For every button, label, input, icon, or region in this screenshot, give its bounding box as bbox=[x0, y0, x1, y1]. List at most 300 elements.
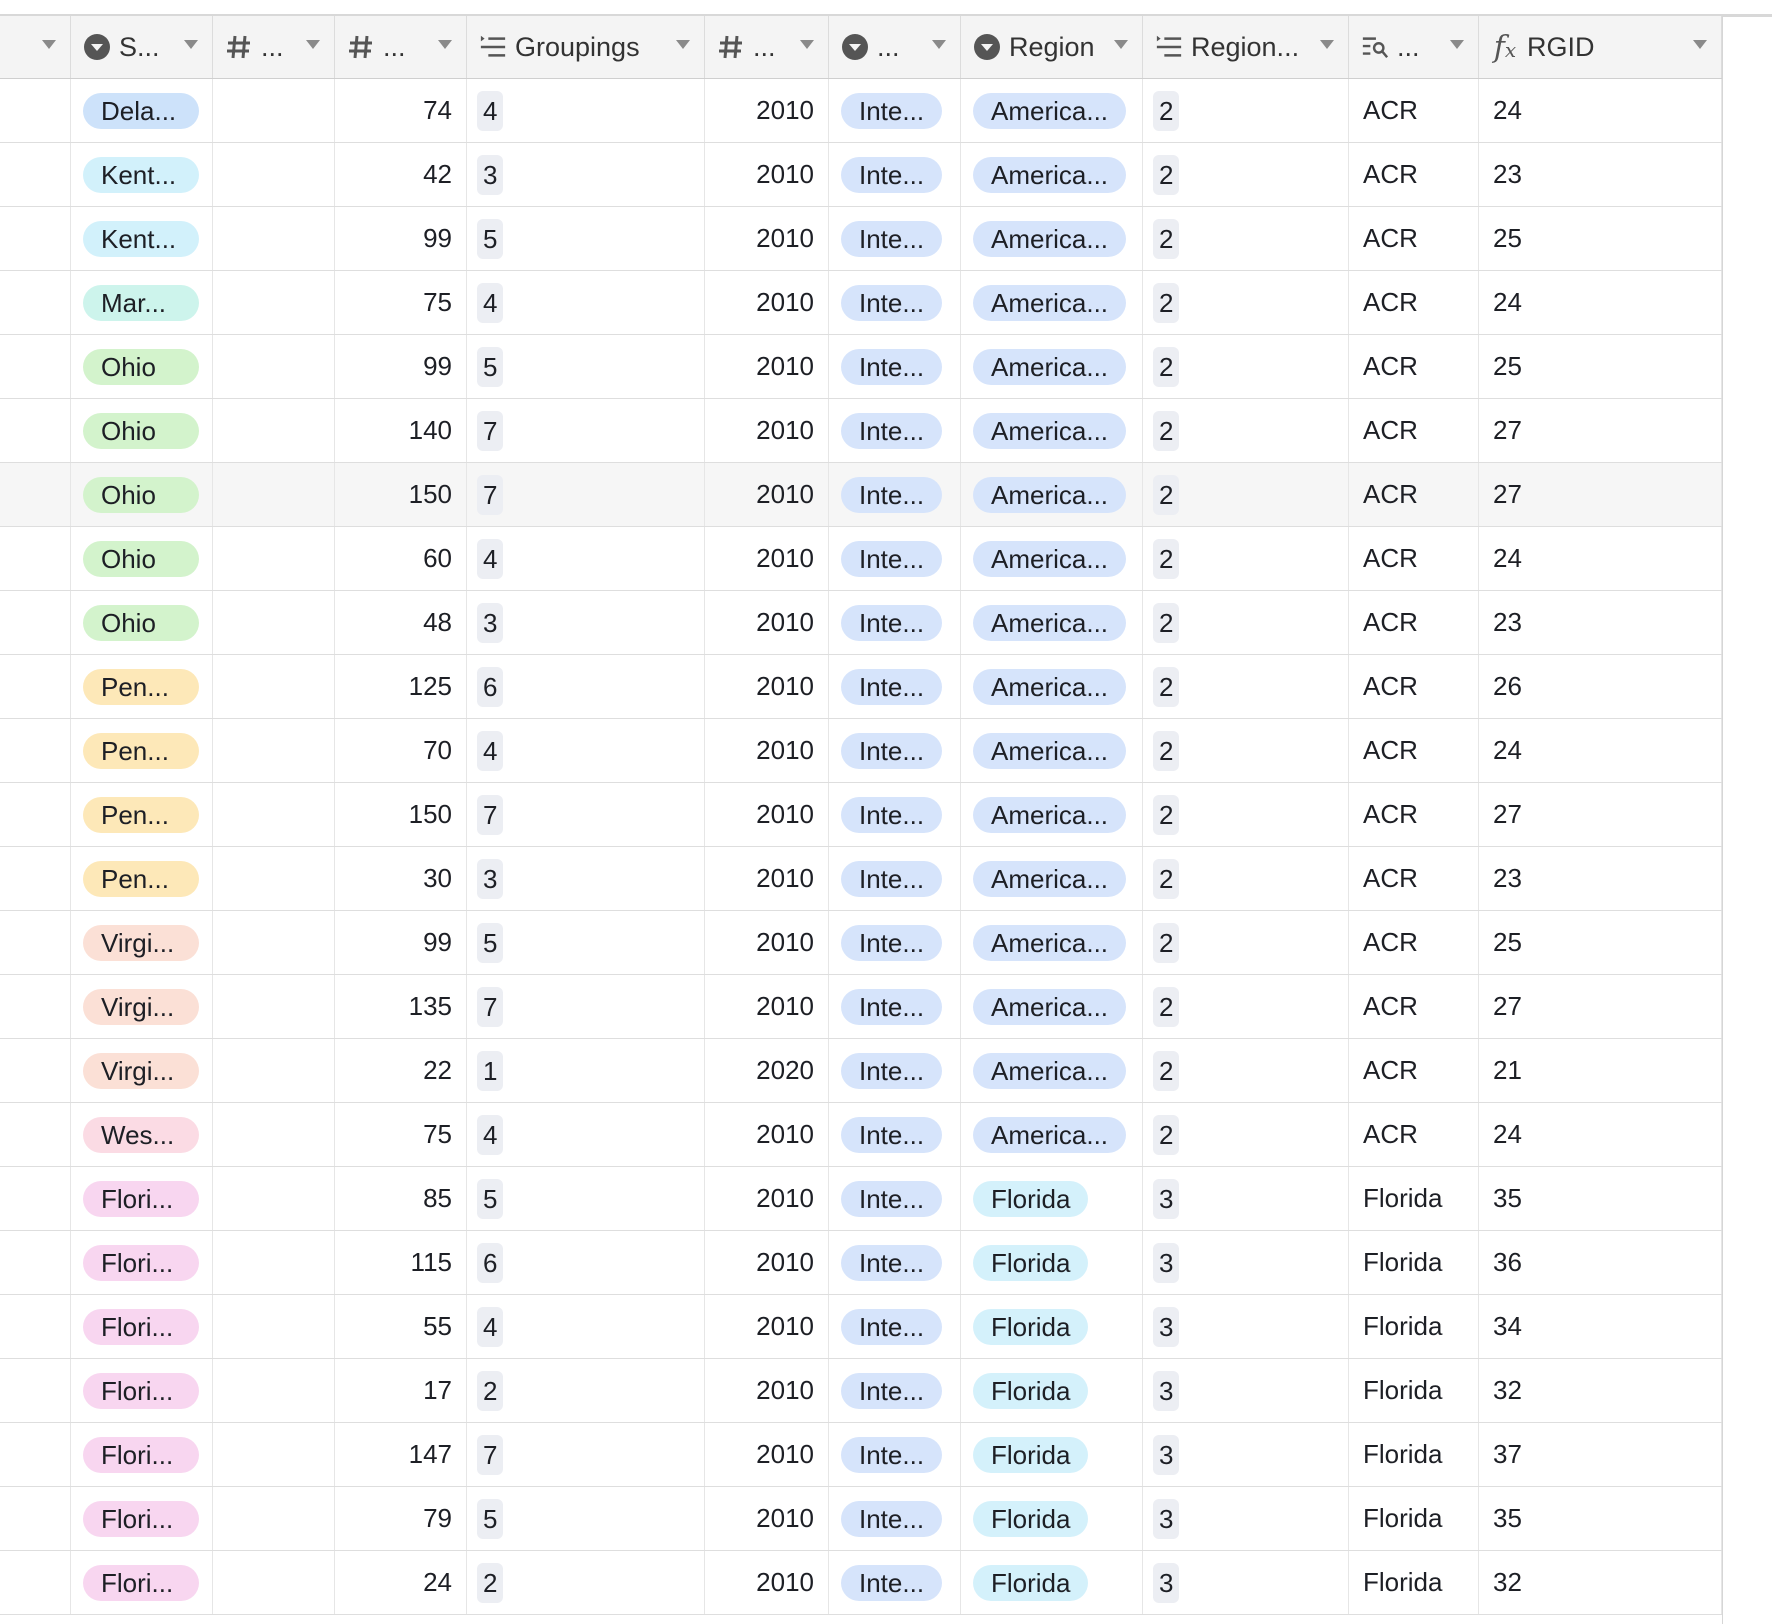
type-cell[interactable] bbox=[829, 591, 961, 654]
type-cell[interactable] bbox=[829, 271, 961, 334]
region-cell[interactable] bbox=[961, 399, 1143, 462]
row-selector-cell[interactable] bbox=[0, 1167, 71, 1230]
region-cell[interactable] bbox=[961, 143, 1143, 206]
lookup-cell[interactable] bbox=[1349, 463, 1479, 526]
region-cell[interactable] bbox=[961, 783, 1143, 846]
column-header-4[interactable] bbox=[467, 16, 705, 78]
year-cell[interactable] bbox=[705, 719, 829, 782]
state-cell[interactable] bbox=[71, 1359, 213, 1422]
year-cell[interactable] bbox=[705, 335, 829, 398]
number-cell[interactable] bbox=[335, 783, 467, 846]
type-cell[interactable] bbox=[829, 975, 961, 1038]
row-selector-cell[interactable] bbox=[0, 783, 71, 846]
rgid-cell[interactable] bbox=[1479, 527, 1722, 590]
table-row[interactable] bbox=[0, 1231, 1722, 1295]
row-selector-cell[interactable] bbox=[0, 719, 71, 782]
groupings-cell[interactable] bbox=[467, 1039, 705, 1102]
groupings-cell[interactable] bbox=[467, 335, 705, 398]
column-header-5[interactable] bbox=[705, 16, 829, 78]
type-cell[interactable] bbox=[829, 1423, 961, 1486]
region-rollup-cell[interactable] bbox=[1143, 1231, 1349, 1294]
groupings-cell[interactable] bbox=[467, 527, 705, 590]
number-cell[interactable] bbox=[335, 975, 467, 1038]
lookup-cell[interactable] bbox=[1349, 1167, 1479, 1230]
rgid-cell[interactable] bbox=[1479, 591, 1722, 654]
region-rollup-cell[interactable] bbox=[1143, 655, 1349, 718]
chevron-down-icon[interactable] bbox=[184, 40, 198, 49]
number-cell[interactable] bbox=[335, 1551, 467, 1614]
table-row[interactable] bbox=[0, 1103, 1722, 1167]
lookup-cell[interactable] bbox=[1349, 79, 1479, 142]
column-header-6[interactable] bbox=[829, 16, 961, 78]
lookup-cell[interactable] bbox=[1349, 1231, 1479, 1294]
rgid-cell[interactable] bbox=[1479, 463, 1722, 526]
year-cell[interactable] bbox=[705, 143, 829, 206]
state-cell[interactable] bbox=[71, 335, 213, 398]
number-cell[interactable] bbox=[213, 271, 335, 334]
year-cell[interactable] bbox=[705, 783, 829, 846]
type-cell[interactable] bbox=[829, 143, 961, 206]
type-cell[interactable] bbox=[829, 1103, 961, 1166]
year-cell[interactable] bbox=[705, 1103, 829, 1166]
region-rollup-cell[interactable] bbox=[1143, 1103, 1349, 1166]
rgid-cell[interactable] bbox=[1479, 1103, 1722, 1166]
row-selector-cell[interactable] bbox=[0, 79, 71, 142]
column-header-9[interactable] bbox=[1349, 16, 1479, 78]
rgid-cell[interactable] bbox=[1479, 1231, 1722, 1294]
column-header-8[interactable] bbox=[1143, 16, 1349, 78]
year-cell[interactable] bbox=[705, 1551, 829, 1614]
type-cell[interactable] bbox=[829, 1039, 961, 1102]
number-cell[interactable] bbox=[213, 1359, 335, 1422]
table-row[interactable] bbox=[0, 783, 1722, 847]
table-row[interactable] bbox=[0, 527, 1722, 591]
region-cell[interactable] bbox=[961, 1039, 1143, 1102]
table-row[interactable] bbox=[0, 1423, 1722, 1487]
table-row[interactable] bbox=[0, 399, 1722, 463]
column-header-7[interactable] bbox=[961, 16, 1143, 78]
region-cell[interactable] bbox=[961, 335, 1143, 398]
region-rollup-cell[interactable] bbox=[1143, 1039, 1349, 1102]
chevron-down-icon[interactable] bbox=[1320, 40, 1334, 49]
number-cell[interactable] bbox=[213, 591, 335, 654]
region-rollup-cell[interactable] bbox=[1143, 1423, 1349, 1486]
chevron-down-icon[interactable] bbox=[42, 40, 56, 49]
number-cell[interactable] bbox=[335, 79, 467, 142]
rgid-cell[interactable] bbox=[1479, 655, 1722, 718]
region-cell[interactable] bbox=[961, 463, 1143, 526]
row-selector-cell[interactable] bbox=[0, 271, 71, 334]
number-cell[interactable] bbox=[213, 1295, 335, 1358]
lookup-cell[interactable] bbox=[1349, 911, 1479, 974]
state-cell[interactable] bbox=[71, 719, 213, 782]
lookup-cell[interactable] bbox=[1349, 207, 1479, 270]
row-selector-cell[interactable] bbox=[0, 975, 71, 1038]
lookup-cell[interactable] bbox=[1349, 1487, 1479, 1550]
rgid-cell[interactable] bbox=[1479, 911, 1722, 974]
state-cell[interactable] bbox=[71, 911, 213, 974]
region-rollup-cell[interactable] bbox=[1143, 207, 1349, 270]
chevron-down-icon[interactable] bbox=[306, 40, 320, 49]
number-cell[interactable] bbox=[335, 1423, 467, 1486]
state-cell[interactable] bbox=[71, 527, 213, 590]
state-cell[interactable] bbox=[71, 1295, 213, 1358]
row-selector-cell[interactable] bbox=[0, 1231, 71, 1294]
number-cell[interactable] bbox=[335, 591, 467, 654]
region-rollup-cell[interactable] bbox=[1143, 1551, 1349, 1614]
region-cell[interactable] bbox=[961, 591, 1143, 654]
lookup-cell[interactable] bbox=[1349, 1359, 1479, 1422]
state-cell[interactable] bbox=[71, 1231, 213, 1294]
lookup-cell[interactable] bbox=[1349, 1423, 1479, 1486]
chevron-down-icon[interactable] bbox=[932, 40, 946, 49]
groupings-cell[interactable] bbox=[467, 1487, 705, 1550]
region-cell[interactable] bbox=[961, 975, 1143, 1038]
number-cell[interactable] bbox=[213, 1103, 335, 1166]
groupings-cell[interactable] bbox=[467, 655, 705, 718]
rgid-cell[interactable] bbox=[1479, 1487, 1722, 1550]
lookup-cell[interactable] bbox=[1349, 719, 1479, 782]
rgid-cell[interactable] bbox=[1479, 399, 1722, 462]
groupings-cell[interactable] bbox=[467, 847, 705, 910]
row-selector-cell[interactable] bbox=[0, 399, 71, 462]
row-selector-cell[interactable] bbox=[0, 1039, 71, 1102]
type-cell[interactable] bbox=[829, 335, 961, 398]
row-selector-cell[interactable] bbox=[0, 911, 71, 974]
year-cell[interactable] bbox=[705, 847, 829, 910]
region-rollup-cell[interactable] bbox=[1143, 527, 1349, 590]
region-rollup-cell[interactable] bbox=[1143, 847, 1349, 910]
rgid-cell[interactable] bbox=[1479, 271, 1722, 334]
type-cell[interactable] bbox=[829, 1231, 961, 1294]
table-row[interactable] bbox=[0, 271, 1722, 335]
row-selector-cell[interactable] bbox=[0, 207, 71, 270]
region-rollup-cell[interactable] bbox=[1143, 335, 1349, 398]
type-cell[interactable] bbox=[829, 847, 961, 910]
region-cell[interactable] bbox=[961, 911, 1143, 974]
chevron-down-icon[interactable] bbox=[1450, 40, 1464, 49]
row-selector-cell[interactable] bbox=[0, 1295, 71, 1358]
number-cell[interactable] bbox=[335, 1359, 467, 1422]
region-rollup-cell[interactable] bbox=[1143, 719, 1349, 782]
column-header-0[interactable] bbox=[0, 16, 71, 78]
table-row[interactable] bbox=[0, 1359, 1722, 1423]
row-selector-cell[interactable] bbox=[0, 655, 71, 718]
state-cell[interactable] bbox=[71, 1551, 213, 1614]
number-cell[interactable] bbox=[213, 1231, 335, 1294]
number-cell[interactable] bbox=[213, 527, 335, 590]
groupings-cell[interactable] bbox=[467, 1295, 705, 1358]
region-cell[interactable] bbox=[961, 207, 1143, 270]
table-row[interactable] bbox=[0, 335, 1722, 399]
groupings-cell[interactable] bbox=[467, 271, 705, 334]
region-cell[interactable] bbox=[961, 1167, 1143, 1230]
year-cell[interactable] bbox=[705, 399, 829, 462]
region-rollup-cell[interactable] bbox=[1143, 1359, 1349, 1422]
chevron-down-icon[interactable] bbox=[676, 40, 690, 49]
lookup-cell[interactable] bbox=[1349, 271, 1479, 334]
table-row[interactable] bbox=[0, 79, 1722, 143]
chevron-down-icon[interactable] bbox=[1693, 40, 1707, 49]
year-cell[interactable] bbox=[705, 1167, 829, 1230]
rgid-cell[interactable] bbox=[1479, 1167, 1722, 1230]
groupings-cell[interactable] bbox=[467, 591, 705, 654]
number-cell[interactable] bbox=[335, 271, 467, 334]
state-cell[interactable] bbox=[71, 143, 213, 206]
lookup-cell[interactable] bbox=[1349, 1103, 1479, 1166]
state-cell[interactable] bbox=[71, 1039, 213, 1102]
table-row[interactable] bbox=[0, 655, 1722, 719]
state-cell[interactable] bbox=[71, 1167, 213, 1230]
type-cell[interactable] bbox=[829, 207, 961, 270]
lookup-cell[interactable] bbox=[1349, 655, 1479, 718]
number-cell[interactable] bbox=[213, 79, 335, 142]
row-selector-cell[interactable] bbox=[0, 1423, 71, 1486]
number-cell[interactable] bbox=[213, 911, 335, 974]
type-cell[interactable] bbox=[829, 655, 961, 718]
row-selector-cell[interactable] bbox=[0, 1551, 71, 1614]
table-row[interactable] bbox=[0, 591, 1722, 655]
groupings-cell[interactable] bbox=[467, 1103, 705, 1166]
type-cell[interactable] bbox=[829, 911, 961, 974]
number-cell[interactable] bbox=[335, 1231, 467, 1294]
state-cell[interactable] bbox=[71, 207, 213, 270]
state-cell[interactable] bbox=[71, 1103, 213, 1166]
type-cell[interactable] bbox=[829, 527, 961, 590]
table-row[interactable] bbox=[0, 463, 1722, 527]
groupings-cell[interactable] bbox=[467, 1359, 705, 1422]
region-cell[interactable] bbox=[961, 79, 1143, 142]
lookup-cell[interactable] bbox=[1349, 1039, 1479, 1102]
year-cell[interactable] bbox=[705, 911, 829, 974]
number-cell[interactable] bbox=[335, 335, 467, 398]
rgid-cell[interactable] bbox=[1479, 335, 1722, 398]
year-cell[interactable] bbox=[705, 655, 829, 718]
number-cell[interactable] bbox=[213, 783, 335, 846]
region-rollup-cell[interactable] bbox=[1143, 79, 1349, 142]
state-cell[interactable] bbox=[71, 783, 213, 846]
state-cell[interactable] bbox=[71, 79, 213, 142]
number-cell[interactable] bbox=[335, 1295, 467, 1358]
region-cell[interactable] bbox=[961, 527, 1143, 590]
year-cell[interactable] bbox=[705, 975, 829, 1038]
lookup-cell[interactable] bbox=[1349, 399, 1479, 462]
type-cell[interactable] bbox=[829, 1167, 961, 1230]
rgid-cell[interactable] bbox=[1479, 1039, 1722, 1102]
number-cell[interactable] bbox=[213, 975, 335, 1038]
state-cell[interactable] bbox=[71, 975, 213, 1038]
region-rollup-cell[interactable] bbox=[1143, 399, 1349, 462]
lookup-cell[interactable] bbox=[1349, 847, 1479, 910]
number-cell[interactable] bbox=[335, 1167, 467, 1230]
rgid-cell[interactable] bbox=[1479, 783, 1722, 846]
lookup-cell[interactable] bbox=[1349, 527, 1479, 590]
region-cell[interactable] bbox=[961, 1551, 1143, 1614]
state-cell[interactable] bbox=[71, 1423, 213, 1486]
column-header-3[interactable] bbox=[335, 16, 467, 78]
rgid-cell[interactable] bbox=[1479, 1423, 1722, 1486]
row-selector-cell[interactable] bbox=[0, 143, 71, 206]
region-cell[interactable] bbox=[961, 271, 1143, 334]
year-cell[interactable] bbox=[705, 207, 829, 270]
lookup-cell[interactable] bbox=[1349, 783, 1479, 846]
state-cell[interactable] bbox=[71, 1487, 213, 1550]
number-cell[interactable] bbox=[213, 335, 335, 398]
table-row[interactable] bbox=[0, 975, 1722, 1039]
groupings-cell[interactable] bbox=[467, 911, 705, 974]
table-row[interactable] bbox=[0, 1551, 1722, 1615]
state-cell[interactable] bbox=[71, 591, 213, 654]
rgid-cell[interactable] bbox=[1479, 975, 1722, 1038]
number-cell[interactable] bbox=[335, 527, 467, 590]
region-rollup-cell[interactable] bbox=[1143, 975, 1349, 1038]
lookup-cell[interactable] bbox=[1349, 335, 1479, 398]
region-cell[interactable] bbox=[961, 1231, 1143, 1294]
year-cell[interactable] bbox=[705, 591, 829, 654]
lookup-cell[interactable] bbox=[1349, 143, 1479, 206]
number-cell[interactable] bbox=[335, 847, 467, 910]
number-cell[interactable] bbox=[213, 1423, 335, 1486]
rgid-cell[interactable] bbox=[1479, 1295, 1722, 1358]
number-cell[interactable] bbox=[335, 207, 467, 270]
groupings-cell[interactable] bbox=[467, 783, 705, 846]
groupings-cell[interactable] bbox=[467, 143, 705, 206]
year-cell[interactable] bbox=[705, 463, 829, 526]
rgid-cell[interactable] bbox=[1479, 79, 1722, 142]
table-row[interactable] bbox=[0, 207, 1722, 271]
chevron-down-icon[interactable] bbox=[1114, 40, 1128, 49]
rgid-cell[interactable] bbox=[1479, 719, 1722, 782]
type-cell[interactable] bbox=[829, 463, 961, 526]
groupings-cell[interactable] bbox=[467, 1551, 705, 1614]
lookup-cell[interactable] bbox=[1349, 975, 1479, 1038]
column-header-2[interactable] bbox=[213, 16, 335, 78]
region-cell[interactable] bbox=[961, 1359, 1143, 1422]
table-row[interactable] bbox=[0, 143, 1722, 207]
region-rollup-cell[interactable] bbox=[1143, 143, 1349, 206]
region-rollup-cell[interactable] bbox=[1143, 783, 1349, 846]
year-cell[interactable] bbox=[705, 271, 829, 334]
chevron-down-icon[interactable] bbox=[800, 40, 814, 49]
year-cell[interactable] bbox=[705, 1487, 829, 1550]
number-cell[interactable] bbox=[213, 1551, 335, 1614]
type-cell[interactable] bbox=[829, 79, 961, 142]
year-cell[interactable] bbox=[705, 79, 829, 142]
region-rollup-cell[interactable] bbox=[1143, 1167, 1349, 1230]
year-cell[interactable] bbox=[705, 1423, 829, 1486]
type-cell[interactable] bbox=[829, 783, 961, 846]
region-cell[interactable] bbox=[961, 1423, 1143, 1486]
number-cell[interactable] bbox=[213, 1487, 335, 1550]
year-cell[interactable] bbox=[705, 1231, 829, 1294]
type-cell[interactable] bbox=[829, 1359, 961, 1422]
table-row[interactable] bbox=[0, 719, 1722, 783]
region-cell[interactable] bbox=[961, 1487, 1143, 1550]
number-cell[interactable] bbox=[213, 847, 335, 910]
region-cell[interactable] bbox=[961, 719, 1143, 782]
column-header-1[interactable] bbox=[71, 16, 213, 78]
number-cell[interactable] bbox=[335, 463, 467, 526]
groupings-cell[interactable] bbox=[467, 975, 705, 1038]
region-rollup-cell[interactable] bbox=[1143, 591, 1349, 654]
number-cell[interactable] bbox=[335, 1103, 467, 1166]
rgid-cell[interactable] bbox=[1479, 1551, 1722, 1614]
number-cell[interactable] bbox=[213, 719, 335, 782]
type-cell[interactable] bbox=[829, 1487, 961, 1550]
lookup-cell[interactable] bbox=[1349, 1295, 1479, 1358]
number-cell[interactable] bbox=[335, 719, 467, 782]
groupings-cell[interactable] bbox=[467, 463, 705, 526]
number-cell[interactable] bbox=[213, 1039, 335, 1102]
number-cell[interactable] bbox=[213, 655, 335, 718]
number-cell[interactable] bbox=[335, 143, 467, 206]
region-cell[interactable] bbox=[961, 847, 1143, 910]
row-selector-cell[interactable] bbox=[0, 463, 71, 526]
type-cell[interactable] bbox=[829, 1551, 961, 1614]
state-cell[interactable] bbox=[71, 655, 213, 718]
groupings-cell[interactable] bbox=[467, 207, 705, 270]
region-rollup-cell[interactable] bbox=[1143, 271, 1349, 334]
row-selector-cell[interactable] bbox=[0, 1103, 71, 1166]
region-cell[interactable] bbox=[961, 655, 1143, 718]
state-cell[interactable] bbox=[71, 271, 213, 334]
groupings-cell[interactable] bbox=[467, 719, 705, 782]
table-row[interactable] bbox=[0, 847, 1722, 911]
year-cell[interactable] bbox=[705, 1039, 829, 1102]
region-rollup-cell[interactable] bbox=[1143, 1487, 1349, 1550]
groupings-cell[interactable] bbox=[467, 79, 705, 142]
table-row[interactable] bbox=[0, 1487, 1722, 1551]
state-cell[interactable] bbox=[71, 463, 213, 526]
type-cell[interactable] bbox=[829, 719, 961, 782]
table-row[interactable] bbox=[0, 911, 1722, 975]
table-row[interactable] bbox=[0, 1167, 1722, 1231]
number-cell[interactable] bbox=[213, 207, 335, 270]
row-selector-cell[interactable] bbox=[0, 335, 71, 398]
state-cell[interactable] bbox=[71, 399, 213, 462]
rgid-cell[interactable] bbox=[1479, 143, 1722, 206]
row-selector-cell[interactable] bbox=[0, 527, 71, 590]
type-cell[interactable] bbox=[829, 399, 961, 462]
number-cell[interactable] bbox=[335, 399, 467, 462]
column-header-10[interactable] bbox=[1479, 16, 1722, 78]
region-rollup-cell[interactable] bbox=[1143, 911, 1349, 974]
number-cell[interactable] bbox=[335, 1487, 467, 1550]
type-cell[interactable] bbox=[829, 1295, 961, 1358]
region-cell[interactable] bbox=[961, 1295, 1143, 1358]
chevron-down-icon[interactable] bbox=[438, 40, 452, 49]
rgid-cell[interactable] bbox=[1479, 1359, 1722, 1422]
groupings-cell[interactable] bbox=[467, 1423, 705, 1486]
number-cell[interactable] bbox=[335, 655, 467, 718]
number-cell[interactable] bbox=[213, 399, 335, 462]
year-cell[interactable] bbox=[705, 1359, 829, 1422]
year-cell[interactable] bbox=[705, 527, 829, 590]
state-cell[interactable] bbox=[71, 847, 213, 910]
number-cell[interactable] bbox=[213, 143, 335, 206]
number-cell[interactable] bbox=[213, 463, 335, 526]
groupings-cell[interactable] bbox=[467, 399, 705, 462]
row-selector-cell[interactable] bbox=[0, 847, 71, 910]
table-row[interactable] bbox=[0, 1039, 1722, 1103]
row-selector-cell[interactable] bbox=[0, 1359, 71, 1422]
region-rollup-cell[interactable] bbox=[1143, 1295, 1349, 1358]
region-rollup-cell[interactable] bbox=[1143, 463, 1349, 526]
number-cell[interactable] bbox=[335, 911, 467, 974]
groupings-cell[interactable] bbox=[467, 1231, 705, 1294]
row-selector-cell[interactable] bbox=[0, 1487, 71, 1550]
lookup-cell[interactable] bbox=[1349, 591, 1479, 654]
